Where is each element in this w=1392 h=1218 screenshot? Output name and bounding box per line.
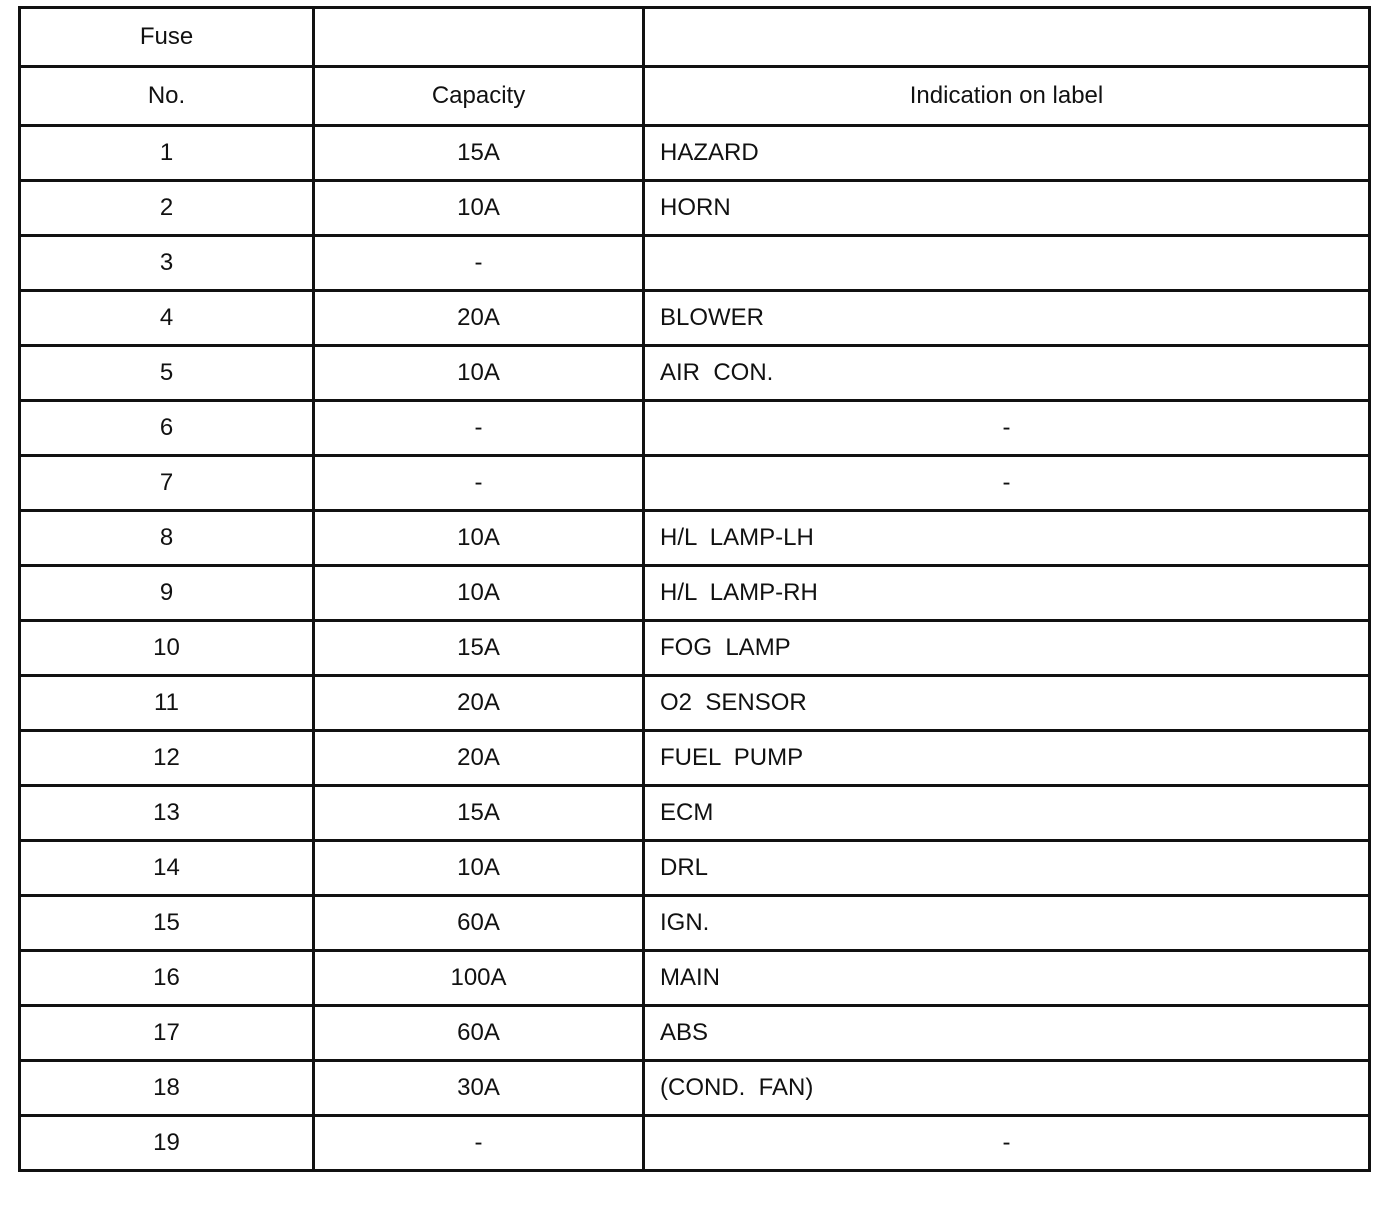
table-row <box>20 896 1370 951</box>
table-row <box>20 676 1370 731</box>
capacity-cell: 100A <box>314 951 644 1006</box>
fuse-number-cell: 10 <box>20 621 314 676</box>
capacity-cell: 20A <box>314 676 644 731</box>
indication-cell: HAZARD <box>644 126 1370 181</box>
indication-cell: HORN <box>644 181 1370 236</box>
fuse-number-cell: 7 <box>20 456 314 511</box>
fuse-number-cell: 9 <box>20 566 314 621</box>
indication-cell: ABS <box>644 1006 1370 1061</box>
indication-cell: ECM <box>644 786 1370 841</box>
capacity-cell: 15A <box>314 786 644 841</box>
fuse-number-cell: 5 <box>20 346 314 401</box>
header-empty-1 <box>314 8 644 67</box>
table-row <box>20 786 1370 841</box>
table-row <box>20 511 1370 566</box>
capacity-cell: 10A <box>314 566 644 621</box>
indication-cell: - <box>644 1116 1370 1171</box>
table-row <box>20 566 1370 621</box>
table-row <box>20 346 1370 401</box>
table-row <box>20 1061 1370 1116</box>
fuse-number-cell: 13 <box>20 786 314 841</box>
fuse-number-cell: 11 <box>20 676 314 731</box>
table-row <box>20 236 1370 291</box>
header-capacity: Capacity <box>314 67 644 126</box>
fuse-number-cell: 17 <box>20 1006 314 1061</box>
capacity-cell: - <box>314 401 644 456</box>
indication-cell: - <box>644 456 1370 511</box>
capacity-cell: - <box>314 1116 644 1171</box>
fuse-number-cell: 6 <box>20 401 314 456</box>
table-row <box>20 181 1370 236</box>
table-row <box>20 126 1370 181</box>
table-row <box>20 291 1370 346</box>
fuse-number-cell: 1 <box>20 126 314 181</box>
header-indication: Indication on label <box>644 67 1370 126</box>
capacity-cell: - <box>314 236 644 291</box>
capacity-cell: 10A <box>314 511 644 566</box>
table-row <box>20 1116 1370 1171</box>
capacity-cell: 10A <box>314 841 644 896</box>
indication-cell: AIR CON. <box>644 346 1370 401</box>
header-row-2 <box>20 67 1370 126</box>
indication-cell: IGN. <box>644 896 1370 951</box>
capacity-cell: 15A <box>314 126 644 181</box>
capacity-cell: 20A <box>314 731 644 786</box>
capacity-cell: 20A <box>314 291 644 346</box>
indication-cell: O2 SENSOR <box>644 676 1370 731</box>
table-row <box>20 841 1370 896</box>
indication-cell: H/L LAMP-RH <box>644 566 1370 621</box>
fuse-number-cell: 18 <box>20 1061 314 1116</box>
fuse-number-cell: 16 <box>20 951 314 1006</box>
fuse-number-cell: 8 <box>20 511 314 566</box>
header-no: No. <box>20 67 314 126</box>
indication-cell: (COND. FAN) <box>644 1061 1370 1116</box>
table-row <box>20 731 1370 786</box>
fuse-number-cell: 14 <box>20 841 314 896</box>
fuse-number-cell: 3 <box>20 236 314 291</box>
header-row-1 <box>20 8 1370 67</box>
capacity-cell: 60A <box>314 896 644 951</box>
fuse-number-cell: 12 <box>20 731 314 786</box>
fuse-number-cell: 2 <box>20 181 314 236</box>
capacity-cell: 30A <box>314 1061 644 1116</box>
capacity-cell: 10A <box>314 181 644 236</box>
table-row <box>20 1006 1370 1061</box>
capacity-cell: - <box>314 456 644 511</box>
indication-cell: FOG LAMP <box>644 621 1370 676</box>
table-row <box>20 951 1370 1006</box>
table-row <box>20 401 1370 456</box>
capacity-cell: 15A <box>314 621 644 676</box>
fuse-table-body <box>20 8 1370 1171</box>
indication-cell: BLOWER <box>644 291 1370 346</box>
fuse-table <box>18 6 1371 1172</box>
table-row <box>20 456 1370 511</box>
indication-cell: H/L LAMP-LH <box>644 511 1370 566</box>
indication-cell <box>644 236 1370 291</box>
indication-cell: - <box>644 401 1370 456</box>
table-row <box>20 621 1370 676</box>
header-fuse: Fuse <box>20 8 314 67</box>
header-empty-2 <box>644 8 1370 67</box>
capacity-cell: 60A <box>314 1006 644 1061</box>
fuse-number-cell: 19 <box>20 1116 314 1171</box>
indication-cell: MAIN <box>644 951 1370 1006</box>
fuse-number-cell: 15 <box>20 896 314 951</box>
indication-cell: FUEL PUMP <box>644 731 1370 786</box>
capacity-cell: 10A <box>314 346 644 401</box>
indication-cell: DRL <box>644 841 1370 896</box>
fuse-number-cell: 4 <box>20 291 314 346</box>
